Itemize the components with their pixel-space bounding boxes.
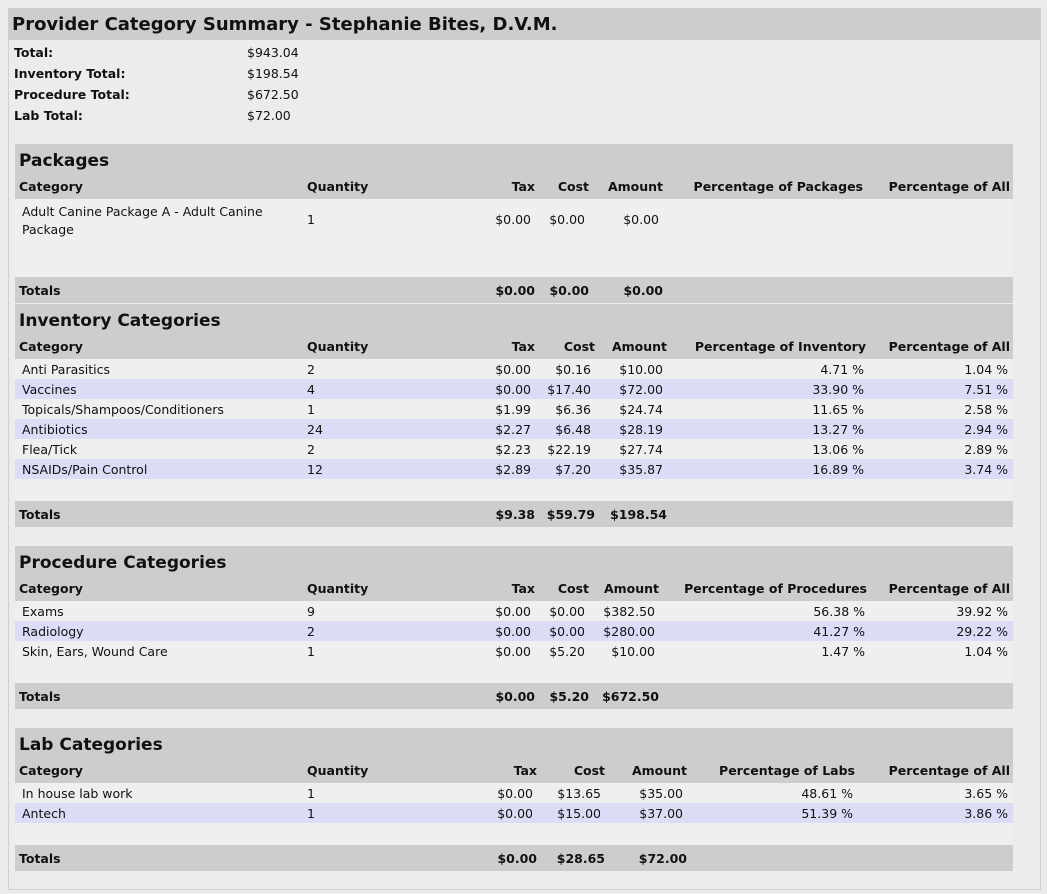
totals-amount: $0.00 bbox=[623, 283, 663, 298]
pct-cell: 56.38 % bbox=[813, 604, 865, 619]
category-cell: Vaccines bbox=[22, 382, 77, 397]
pct_all-cell: 1.04 % bbox=[964, 644, 1008, 659]
totals-label: Totals bbox=[19, 851, 61, 866]
cost-cell: $0.00 bbox=[549, 212, 585, 227]
category-cell: NSAIDs/Pain Control bbox=[22, 462, 148, 477]
inventory-totals-row bbox=[15, 501, 1013, 527]
pct_all-cell: 2.58 % bbox=[964, 402, 1008, 417]
pct-cell: 51.39 % bbox=[801, 806, 853, 821]
category-cell: Radiology bbox=[22, 624, 84, 639]
pct-cell: 33.90 % bbox=[812, 382, 864, 397]
tax-cell: $0.00 bbox=[495, 624, 531, 639]
packages-title: Packages bbox=[15, 144, 1013, 174]
category-cell: Antibiotics bbox=[22, 422, 88, 437]
procedures-totals-row bbox=[15, 683, 1013, 709]
summary-label: Lab Total: bbox=[14, 108, 83, 123]
cost-cell: $13.65 bbox=[557, 786, 601, 801]
pct-cell: 48.61 % bbox=[801, 786, 853, 801]
totals-tax: $0.00 bbox=[497, 851, 537, 866]
packages-header-row bbox=[15, 174, 1013, 199]
totals-cost: $28.65 bbox=[556, 851, 605, 866]
column-header: Cost bbox=[557, 581, 589, 596]
procedures-header-row bbox=[15, 576, 1013, 601]
labs-header-row bbox=[15, 758, 1013, 783]
totals-cost: $0.00 bbox=[549, 283, 589, 298]
totals-cost: $59.79 bbox=[546, 507, 595, 522]
category-cell: Exams bbox=[22, 604, 64, 619]
quantity-cell: 9 bbox=[307, 604, 315, 619]
table-row bbox=[15, 399, 1013, 419]
column-header: Percentage of Procedures bbox=[684, 581, 867, 596]
totals-amount: $198.54 bbox=[610, 507, 667, 522]
packages-section bbox=[15, 144, 1013, 303]
amount-cell: $37.00 bbox=[639, 806, 683, 821]
summary-row bbox=[9, 84, 1040, 105]
summary-value: $672.50 bbox=[247, 87, 299, 102]
summary-value: $943.04 bbox=[247, 45, 299, 60]
cost-cell: $6.48 bbox=[555, 422, 591, 437]
cost-cell: $7.20 bbox=[555, 462, 591, 477]
pct-cell: 41.27 % bbox=[813, 624, 865, 639]
amount-cell: $27.74 bbox=[619, 442, 663, 457]
category-cell: Flea/Tick bbox=[22, 442, 78, 457]
table-row bbox=[15, 641, 1013, 661]
tax-cell: $0.00 bbox=[495, 644, 531, 659]
column-header: Percentage of Labs bbox=[719, 763, 855, 778]
amount-cell: $10.00 bbox=[611, 644, 655, 659]
inventory-spacer bbox=[15, 479, 1013, 501]
totals-label: Totals bbox=[19, 507, 61, 522]
column-header: Tax bbox=[513, 763, 537, 778]
column-header: Quantity bbox=[307, 763, 369, 778]
category-cell: Anti Parasitics bbox=[22, 362, 111, 377]
cost-cell: $0.00 bbox=[549, 624, 585, 639]
page-title: Provider Category Summary - Stephanie Bites, D.V.M. bbox=[9, 9, 1040, 40]
pct_all-cell: 3.74 % bbox=[964, 462, 1008, 477]
cost-cell: $6.36 bbox=[555, 402, 591, 417]
pct-cell: 13.06 % bbox=[812, 442, 864, 457]
amount-cell: $10.00 bbox=[619, 362, 663, 377]
table-row bbox=[15, 359, 1013, 379]
tax-cell: $0.00 bbox=[495, 212, 531, 227]
amount-cell: $72.00 bbox=[619, 382, 663, 397]
tax-cell: $1.99 bbox=[495, 402, 531, 417]
quantity-cell: 2 bbox=[307, 362, 315, 377]
column-header: Category bbox=[19, 763, 83, 778]
quantity-cell: 1 bbox=[307, 212, 315, 227]
category-cell: Antech bbox=[22, 806, 66, 821]
table-row bbox=[15, 601, 1013, 621]
tax-cell: $2.27 bbox=[495, 422, 531, 437]
table-row bbox=[15, 439, 1013, 459]
amount-cell: $35.87 bbox=[619, 462, 663, 477]
column-header: Amount bbox=[607, 179, 663, 194]
table-row bbox=[15, 419, 1013, 439]
totals-label: Totals bbox=[19, 283, 61, 298]
pct-cell: 4.71 % bbox=[820, 362, 864, 377]
column-header: Cost bbox=[563, 339, 595, 354]
amount-cell: $35.00 bbox=[639, 786, 683, 801]
inventory-section bbox=[15, 304, 1013, 527]
totals-cost: $5.20 bbox=[549, 689, 589, 704]
table-row bbox=[15, 803, 1013, 823]
amount-cell: $0.00 bbox=[623, 212, 659, 227]
summary-block bbox=[9, 42, 1040, 126]
table-row bbox=[15, 621, 1013, 641]
tax-cell: $0.00 bbox=[497, 806, 533, 821]
tax-cell: $0.00 bbox=[497, 786, 533, 801]
summary-label: Procedure Total: bbox=[14, 87, 130, 102]
pct_all-cell: 7.51 % bbox=[964, 382, 1008, 397]
totals-amount: $72.00 bbox=[638, 851, 687, 866]
column-header: Category bbox=[19, 339, 83, 354]
summary-label: Total: bbox=[14, 45, 54, 60]
pct_all-cell: 1.04 % bbox=[964, 362, 1008, 377]
totals-amount: $672.50 bbox=[602, 689, 659, 704]
procedures-title: Procedure Categories bbox=[15, 546, 1013, 576]
pct-cell: 11.65 % bbox=[812, 402, 864, 417]
totals-tax: $0.00 bbox=[495, 689, 535, 704]
tax-cell: $0.00 bbox=[495, 382, 531, 397]
amount-cell: $24.74 bbox=[619, 402, 663, 417]
pct-cell: 13.27 % bbox=[812, 422, 864, 437]
summary-row bbox=[9, 42, 1040, 63]
column-header: Amount bbox=[611, 339, 667, 354]
category-cell: Skin, Ears, Wound Care bbox=[22, 644, 168, 659]
procedures-section bbox=[15, 546, 1013, 709]
column-header: Tax bbox=[511, 179, 535, 194]
quantity-cell: 12 bbox=[307, 462, 323, 477]
cost-cell: $5.20 bbox=[549, 644, 585, 659]
quantity-cell: 4 bbox=[307, 382, 315, 397]
cost-cell: $0.16 bbox=[555, 362, 591, 377]
cost-cell: $22.19 bbox=[547, 442, 591, 457]
column-header: Cost bbox=[573, 763, 605, 778]
totals-tax: $9.38 bbox=[495, 507, 535, 522]
table-row bbox=[15, 459, 1013, 479]
labs-totals-row bbox=[15, 845, 1013, 871]
pct_all-cell: 3.65 % bbox=[964, 786, 1008, 801]
quantity-cell: 2 bbox=[307, 442, 315, 457]
quantity-cell: 2 bbox=[307, 624, 315, 639]
table-row bbox=[15, 199, 1013, 255]
inventory-header-row bbox=[15, 334, 1013, 359]
column-header: Percentage of All bbox=[888, 763, 1010, 778]
amount-cell: $28.19 bbox=[619, 422, 663, 437]
pct_all-cell: 39.92 % bbox=[956, 604, 1008, 619]
totals-tax: $0.00 bbox=[495, 283, 535, 298]
amount-cell: $280.00 bbox=[603, 624, 655, 639]
amount-cell: $382.50 bbox=[603, 604, 655, 619]
tax-cell: $0.00 bbox=[495, 604, 531, 619]
category-cell: Topicals/Shampoos/Conditioners bbox=[22, 402, 224, 417]
quantity-cell: 24 bbox=[307, 422, 323, 437]
column-header: Quantity bbox=[307, 339, 369, 354]
column-header: Quantity bbox=[307, 179, 369, 194]
column-header: Percentage of All bbox=[888, 581, 1010, 596]
quantity-cell: 1 bbox=[307, 402, 315, 417]
totals-label: Totals bbox=[19, 689, 61, 704]
pct_all-cell: 3.86 % bbox=[964, 806, 1008, 821]
summary-row bbox=[9, 105, 1040, 126]
tax-cell: $0.00 bbox=[495, 362, 531, 377]
category-cell: In house lab work bbox=[22, 786, 133, 801]
quantity-cell: 1 bbox=[307, 644, 315, 659]
column-header: Tax bbox=[511, 581, 535, 596]
packages-spacer bbox=[15, 255, 1013, 277]
procedures-spacer bbox=[15, 661, 1013, 683]
table-row bbox=[15, 379, 1013, 399]
quantity-cell: 1 bbox=[307, 786, 315, 801]
column-header: Percentage of All bbox=[888, 179, 1010, 194]
pct_all-cell: 2.94 % bbox=[964, 422, 1008, 437]
column-header: Percentage of All bbox=[888, 339, 1010, 354]
tax-cell: $2.23 bbox=[495, 442, 531, 457]
column-header: Percentage of Inventory bbox=[694, 339, 866, 354]
column-header: Tax bbox=[511, 339, 535, 354]
labs-section bbox=[15, 728, 1013, 871]
report-page bbox=[8, 8, 1041, 890]
quantity-cell: 1 bbox=[307, 806, 315, 821]
labs-spacer bbox=[15, 823, 1013, 845]
summary-value: $72.00 bbox=[247, 108, 291, 123]
cost-cell: $0.00 bbox=[549, 604, 585, 619]
column-header: Cost bbox=[557, 179, 589, 194]
column-header: Percentage of Packages bbox=[693, 179, 863, 194]
inventory-title: Inventory Categories bbox=[15, 304, 1013, 334]
summary-label: Inventory Total: bbox=[14, 66, 126, 81]
column-header: Amount bbox=[631, 763, 687, 778]
pct-cell: 16.89 % bbox=[812, 462, 864, 477]
column-header: Quantity bbox=[307, 581, 369, 596]
table-row bbox=[15, 783, 1013, 803]
cost-cell: $17.40 bbox=[547, 382, 591, 397]
labs-title: Lab Categories bbox=[15, 728, 1013, 758]
cost-cell: $15.00 bbox=[557, 806, 601, 821]
pct-cell: 1.47 % bbox=[821, 644, 865, 659]
pct_all-cell: 29.22 % bbox=[956, 624, 1008, 639]
tax-cell: $2.89 bbox=[495, 462, 531, 477]
column-header: Amount bbox=[603, 581, 659, 596]
summary-row bbox=[9, 63, 1040, 84]
packages-totals-row bbox=[15, 277, 1013, 303]
column-header: Category bbox=[19, 179, 83, 194]
column-header: Category bbox=[19, 581, 83, 596]
pct_all-cell: 2.89 % bbox=[964, 442, 1008, 457]
summary-value: $198.54 bbox=[247, 66, 299, 81]
category-cell: Adult Canine Package A - Adult Canine Package bbox=[22, 204, 263, 237]
